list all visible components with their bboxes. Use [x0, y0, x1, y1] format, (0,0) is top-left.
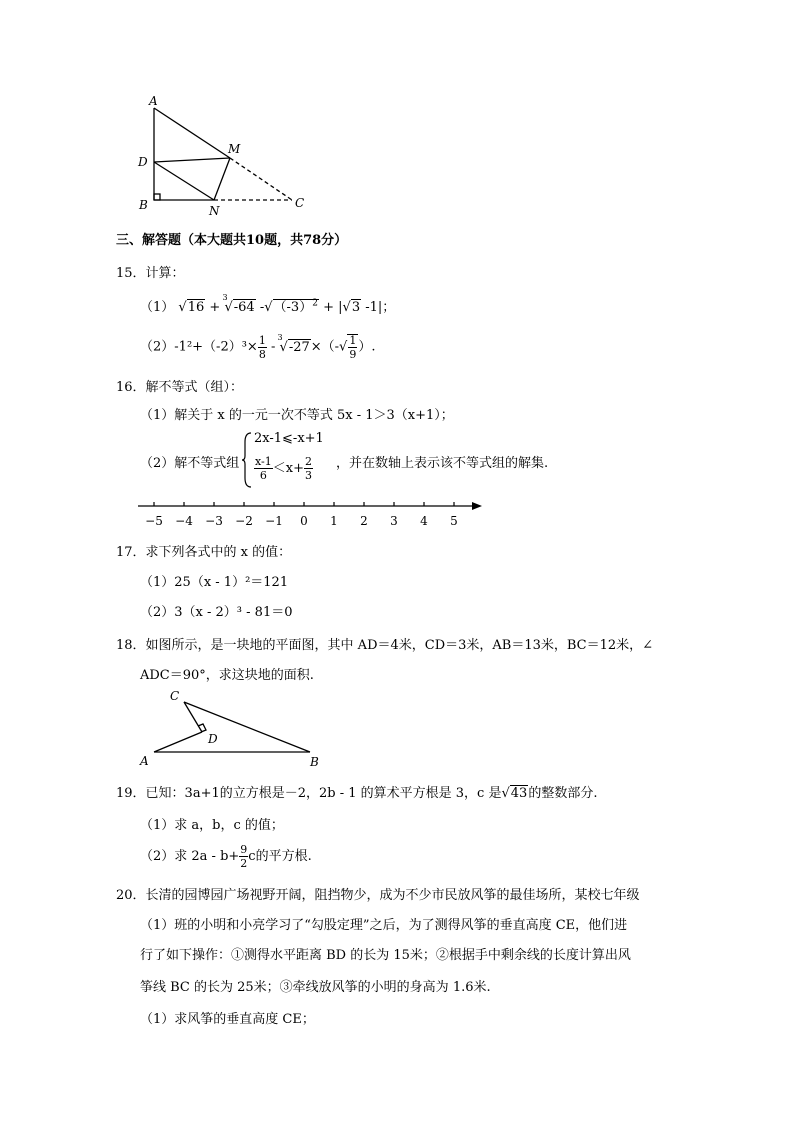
q17-part1: （1）25（x - 1）²＝121	[140, 575, 289, 590]
q17-number: 17．	[116, 545, 146, 560]
q20-line1: 20．长清的园博园广场视野开阔，阻挡物少，成为不少市民放风筝的最佳场所，某校七年级	[116, 888, 640, 903]
tick-label: −1	[265, 514, 283, 528]
segment-mn	[214, 158, 230, 200]
figure-triangle-abc	[130, 92, 320, 217]
part-label: （1）	[140, 300, 175, 315]
tick-label: 3	[390, 514, 398, 528]
label-a: A	[149, 94, 158, 108]
q19-text-end: 的整数部分.	[528, 786, 598, 801]
expression: （2）求 2a - b+	[140, 849, 240, 864]
segment-mc-dashed	[230, 158, 292, 200]
cube-root: 3 √	[222, 293, 233, 315]
numerator: 2	[304, 455, 312, 468]
numerator: 1	[258, 333, 266, 347]
sqrt-sign: √	[264, 300, 273, 315]
tick-label: 2	[360, 514, 368, 528]
number-line	[136, 498, 486, 532]
figure-quadrilateral	[132, 686, 332, 770]
q20-line4: 筝线 BC 的长为 25米；③牵线放风筝的小明的身高为 1.6米.	[140, 980, 491, 995]
radicand: 16	[187, 300, 205, 315]
arrow-icon	[472, 502, 482, 510]
radicand-group	[273, 299, 319, 315]
label-m: M	[228, 142, 241, 156]
tick-label: −2	[235, 514, 253, 528]
fraction	[347, 334, 358, 360]
operator: +	[209, 300, 221, 315]
inequality-2	[254, 456, 313, 481]
tick-label: −5	[145, 514, 163, 528]
segment-dn	[154, 162, 214, 200]
inequality-1: 2x-1⩽-x+1	[254, 431, 324, 446]
q15-text: 计算：	[145, 266, 185, 281]
q17-part2: （2）3（x - 2）³ - 81＝0	[140, 605, 293, 620]
q15-title	[116, 262, 185, 281]
operator: -	[259, 300, 265, 315]
radicand: -64	[233, 300, 255, 315]
cube-root: 3 √	[277, 332, 288, 355]
numerator: 9	[240, 843, 248, 856]
q17-title	[116, 541, 291, 560]
label-b: B	[310, 755, 319, 769]
radicand: 3	[351, 300, 361, 315]
abs-bar: |	[338, 300, 343, 315]
instruction-text: ，并在数轴上表示该不等式组的解集.	[336, 456, 549, 471]
q19-text: 19．已知：3a+1的立方根是－2，2b - 1 的算术平方根是 3，c 是	[116, 786, 502, 801]
sqrt-sign: √	[178, 300, 187, 315]
label-b: B	[139, 198, 148, 212]
q15-part1	[140, 293, 396, 315]
fraction	[258, 335, 267, 360]
tick-label: 4	[420, 514, 428, 528]
q16-part1: （1）解关于 x 的一元一次不等式 5x - 1＞3（x+1）；	[140, 408, 454, 423]
q15-part2	[140, 334, 375, 360]
q20-line3: 行了如下操作：①测得水平距离 BD 的长为 15米；②根据手中剩余线的长度计算出风	[140, 948, 631, 963]
root-index: 3	[277, 332, 283, 342]
abs-bar: |	[377, 300, 383, 315]
q18-line2: ADC＝90°，求这块地的面积.	[140, 668, 314, 683]
denominator: 9	[349, 348, 357, 361]
q16-text: 解不等式（组）：	[145, 380, 244, 395]
segment-dm	[154, 158, 230, 162]
tick-label: −3	[205, 514, 223, 528]
label-n: N	[209, 204, 220, 217]
radicand: -27	[288, 339, 310, 355]
tick-label: 1	[330, 514, 338, 528]
fraction	[304, 456, 313, 481]
root-index: 3	[222, 293, 228, 302]
q16-title	[116, 376, 243, 395]
expression: -1	[361, 300, 378, 315]
q15-number: 15．	[116, 266, 146, 281]
section-title: 三、解答题（本大题共10题，共78分）	[116, 233, 348, 248]
fraction	[239, 844, 248, 869]
denominator: 8	[258, 347, 266, 361]
operator: +	[323, 300, 334, 315]
numerator: 1	[349, 334, 357, 347]
punctuation: ；	[382, 300, 396, 315]
expression: ×（-	[310, 339, 340, 355]
label-a: A	[140, 754, 149, 768]
segment-da	[154, 732, 202, 752]
tick-label: −4	[175, 514, 193, 528]
q19-stem	[116, 782, 597, 801]
denominator: 3	[304, 469, 312, 482]
exponent: 2	[312, 298, 318, 309]
fraction	[254, 456, 273, 481]
segment-cb	[184, 702, 310, 752]
denominator: 6	[259, 469, 267, 482]
label-c: C	[170, 689, 180, 703]
q19-part2	[140, 844, 312, 869]
q20-line2: （1）班的小明和小亮学习了“勾股定理”之后，为了测得风筝的垂直高度 CE，他们进	[140, 918, 628, 933]
label-d: D	[208, 732, 218, 746]
radicand: 43	[510, 786, 528, 801]
expression: c的平方根.	[248, 849, 312, 864]
expression: ＜x+	[272, 461, 304, 476]
q18-line1: 18．如图所示，是一块地的平面图，其中 AD＝4米，CD＝3米，AB＝13米，BC＝12米，∠	[116, 638, 654, 653]
q16-number: 16．	[116, 380, 146, 395]
sqrt-sign: √	[339, 339, 348, 355]
segment-am	[154, 108, 230, 158]
radicand: （-3）	[273, 300, 313, 315]
expression: -1²+（-2）³×	[174, 339, 258, 355]
brace-icon	[242, 432, 252, 488]
segment-ca	[184, 702, 202, 732]
label-c: C	[295, 196, 305, 210]
numerator: x-1	[255, 455, 272, 468]
tick-label: 0	[300, 514, 308, 528]
label-d: D	[138, 155, 148, 169]
tick-label: 5	[450, 514, 458, 528]
punctuation: ）.	[358, 339, 376, 355]
sqrt-sign: √	[342, 300, 351, 315]
sqrt-sign: √	[501, 786, 510, 801]
q17-text: 求下列各式中的 x 的值：	[145, 545, 292, 560]
q20-part1: （1）求风筝的垂直高度 CE；	[140, 1012, 315, 1027]
q19-part1: （1）求 a，b，c 的值；	[140, 818, 284, 833]
part-label: （2）	[140, 339, 175, 355]
operator: -	[270, 339, 276, 355]
part-label: （2）解不等式组	[140, 456, 240, 471]
denominator: 2	[240, 857, 248, 870]
right-angle-mark	[154, 194, 160, 200]
